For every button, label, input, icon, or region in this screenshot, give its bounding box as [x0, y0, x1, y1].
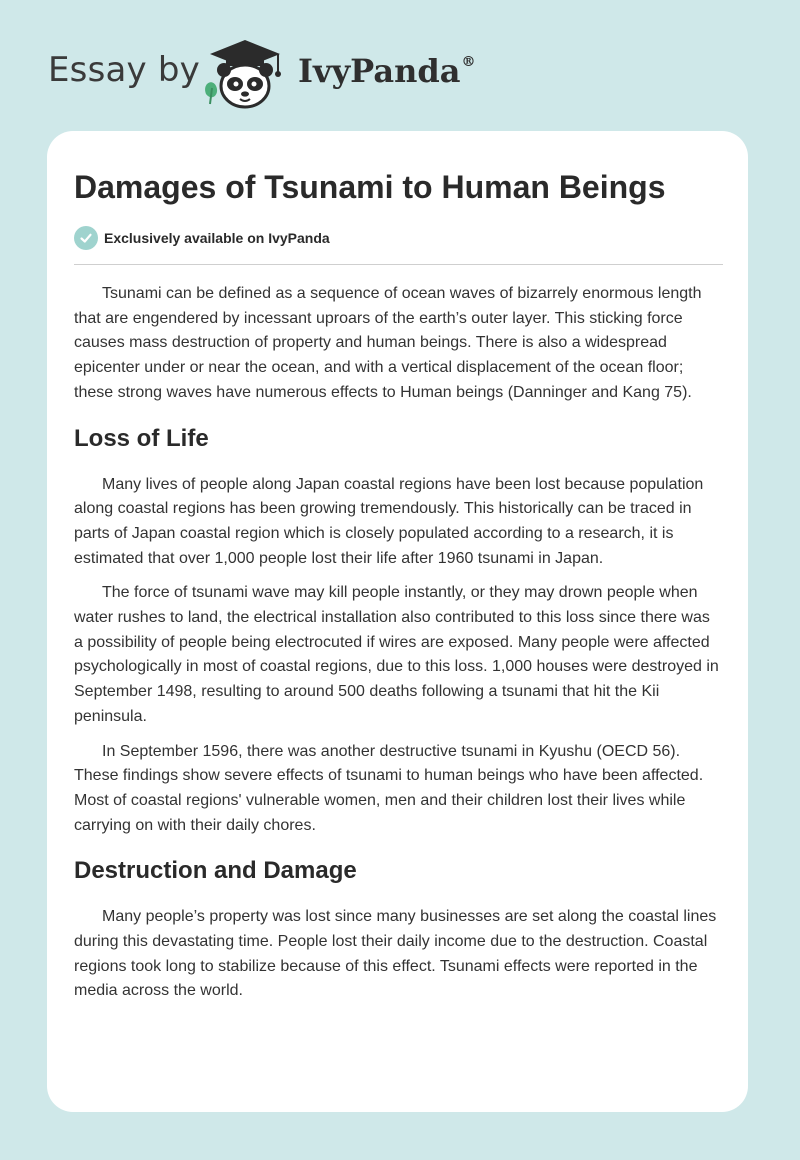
paragraph: Many people’s property was lost since many businesses are set along the coastal lines during this devastating time. People lost their daily income due to the destruction. Coastal regions took long to stabilize because of this effect. Tsunami effects were reported in the media across the world. — [74, 908, 717, 1000]
panda-graduate-icon[interactable] — [200, 32, 290, 112]
section-heading-destruction-and-damage: Destruction and Damage — [74, 857, 357, 885]
brand-name[interactable] — [298, 52, 475, 90]
intro-paragraph: Tsunami can be defined as a sequence of ocean waves of bizarrely enormous length that are engendered by incessant uproars of the earth’s outer layer. This sticking force causes mass destruction of property and human beings. There is also a widespread epicenter under or near the ocean, and with a vertical displacement of the ocean floor; these strong waves have numerous effects to Human beings (Danninger and Kang 75). — [74, 285, 702, 401]
divider — [74, 264, 723, 265]
paragraph: The force of tsunami wave may kill people instantly, or they may drown people when water rushes to land, the electrical installation also contributed to this loss since there was a possibility of people being electrocuted if wires are exposed. Many people were affected psychologically in most of coastal regions, due to this loss. 1,000 houses were destroyed in September 1498, resulting to around 500 deaths following a tsunami that hit the Kii peninsula. — [74, 584, 719, 725]
registered-mark: ® — [461, 54, 476, 70]
essay-content — [74, 167, 723, 1014]
site-header — [0, 0, 800, 130]
check-icon — [74, 226, 98, 250]
essay-by-label: Essay by — [48, 50, 200, 90]
paragraph: In September 1596, there was another destructive tsunami in Kyushu (OECD 56). These findings show severe effects of tsunami to human beings who have been affected. Most of coastal regions' vulnerable women, men and their children lost their lives while carrying on with their daily chores. — [74, 742, 704, 834]
paragraph: Many lives of people along Japan coastal regions have been lost because population along coastal regions has been growing tremendously. This historically can be traced in parts of Japan coastal region which is closely populated according to a research, it is estimated that over 1,000 people lost their life after 1960 tsunami in Japan. — [74, 475, 704, 567]
exclusive-badge — [74, 225, 723, 251]
essay-card — [47, 131, 748, 1112]
section-heading-loss-of-life: Loss of Life — [74, 424, 209, 452]
exclusive-badge-text: Exclusively available on IvyPanda — [104, 230, 330, 246]
page-title: Damages of Tsunami to Human Beings — [74, 169, 666, 205]
brand-name-text: IvyPanda — [298, 52, 461, 90]
